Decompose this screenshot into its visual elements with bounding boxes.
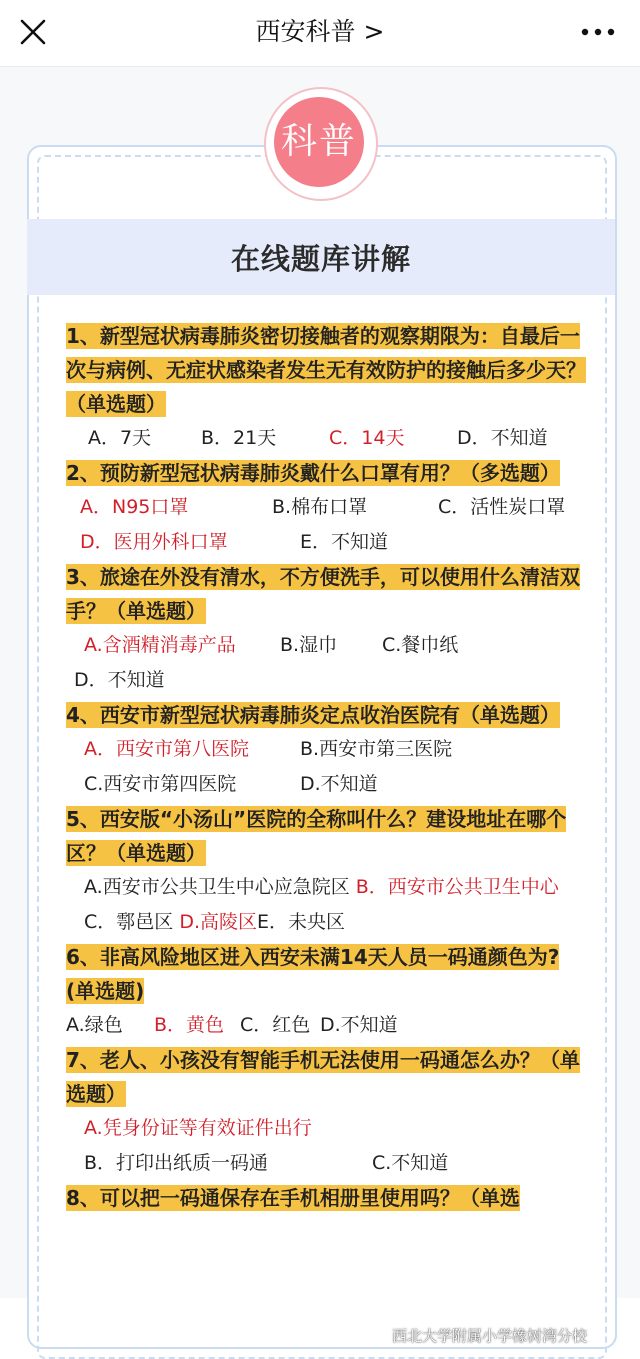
- option-item: E．不知道: [300, 531, 389, 553]
- option-item-correct: A.凭身份证等有效证件出行: [84, 1117, 312, 1139]
- options-5: [66, 870, 586, 940]
- options-2: [66, 490, 586, 560]
- options-1: [66, 421, 586, 456]
- question-1: [66, 319, 586, 421]
- question-text: 6、非高风险地区进入西安未满14天人员一码通颜色为?(单选题): [66, 945, 560, 1003]
- question-text: 8、可以把一码通保存在手机相册里使用吗？（单选: [66, 1186, 520, 1210]
- option-item-correct: A．N95口罩: [80, 496, 189, 518]
- option-item-correct: A.含酒精消毒产品: [84, 634, 236, 656]
- option-item-correct: C．14天: [329, 427, 405, 449]
- kepu-badge: 科普: [274, 97, 364, 187]
- question-text: 4、西安市新型冠状病毒肺炎定点收治医院有（单选题）: [66, 703, 560, 727]
- option-item: D.不知道: [300, 773, 378, 795]
- question-7: [66, 1043, 586, 1111]
- banner-title: 在线题库讲解: [230, 241, 411, 276]
- option-item-correct: D．医用外科口罩: [80, 531, 228, 553]
- option-item: B.棉布口罩: [272, 496, 368, 518]
- quiz-list: [66, 319, 586, 1215]
- option-item: B．21天: [201, 427, 277, 449]
- option-item-correct: A．西安市第八医院: [84, 738, 249, 760]
- question-text: 7、老人、小孩没有智能手机无法使用一码通怎么办？（单选题）: [66, 1048, 580, 1106]
- option-item-correct: B．黄色: [154, 1014, 225, 1036]
- option-item: B．打印出纸质一码通: [84, 1152, 269, 1174]
- question-text: 2、预防新型冠状病毒肺炎戴什么口罩有用？（多选题）: [66, 461, 560, 485]
- option-item: C.不知道: [372, 1152, 449, 1174]
- options-4: [66, 732, 586, 802]
- question-text: 5、西安版“小汤山”医院的全称叫什么？建设地址在哪个区？（单选题）: [66, 807, 567, 865]
- option-item: D．不知道: [457, 427, 548, 449]
- option-item: C．鄠邑区: [84, 911, 174, 933]
- question-3: [66, 560, 586, 628]
- article-content[interactable]: [0, 67, 640, 1345]
- question-8: [66, 1181, 586, 1215]
- options-7: [66, 1111, 586, 1181]
- question-6: [66, 940, 586, 1008]
- option-item: C．红色: [240, 1014, 311, 1036]
- option-item: D．不知道: [74, 669, 165, 691]
- option-item: C．活性炭口罩: [438, 496, 566, 518]
- question-5: [66, 802, 586, 870]
- option-item: C.餐巾纸: [382, 634, 459, 656]
- question-4: [66, 698, 586, 732]
- option-item-correct: D.高陵区: [179, 911, 257, 933]
- option-item: B.西安市第三医院: [300, 738, 453, 760]
- option-item: C.西安市第四医院: [84, 773, 237, 795]
- question-text: 1、新型冠状病毒肺炎密切接触者的观察期限为：自最后一次与病例、无症状感染者发生无有效防护的接触后多少天？（单选题）: [66, 324, 586, 416]
- section-banner: [27, 219, 615, 295]
- option-item: D.不知道: [320, 1014, 398, 1036]
- account-title-link[interactable]: 西安科普 >: [255, 17, 385, 46]
- source-watermark: 西北大学附属小学橡树湾分校: [392, 1327, 588, 1345]
- options-3: [66, 628, 586, 698]
- top-navigation-bar: [0, 0, 640, 67]
- more-dots-icon[interactable]: [580, 22, 616, 42]
- option-item: A.绿色: [66, 1014, 123, 1036]
- question-2: [66, 456, 586, 490]
- options-6: [66, 1008, 586, 1043]
- option-item-correct: B．西安市公共卫生中心: [355, 876, 559, 898]
- option-item: E．未央区: [257, 911, 346, 933]
- question-text: 3、旅途在外没有清水，不方便洗手，可以使用什么清洁双手？（单选题）: [66, 565, 580, 623]
- option-item: A．7天: [88, 427, 152, 449]
- option-item: B.湿巾: [280, 634, 338, 656]
- option-item: A.西安市公共卫生中心应急院区: [84, 876, 350, 898]
